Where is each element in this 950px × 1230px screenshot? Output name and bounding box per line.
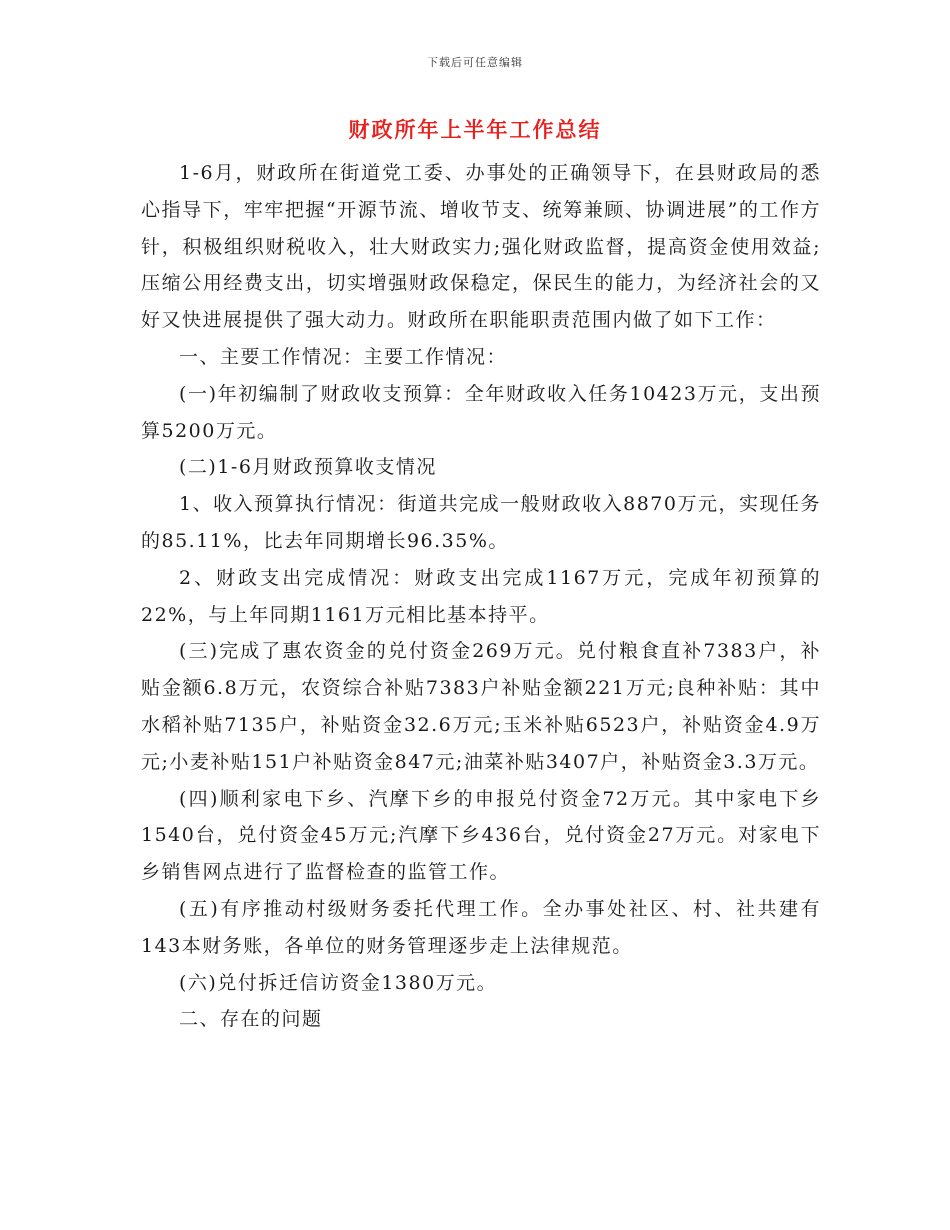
section-heading-problems: 二、存在的问题	[179, 1008, 323, 1031]
relocation-fund-paragraph: (六)兑付拆迁信访资金1380万元。	[179, 971, 498, 994]
section-heading-main-work: 一、主要工作情况：主要工作情况：	[179, 345, 508, 368]
appliance-subsidy-paragraph: (四)顺利家电下乡、汽摩下乡的申报兑付资金72万元。其中家电下乡1540台，兑付资金45万元;汽摩下乡436台，兑付资金27万元。对家电下乡销售网点进行了监督检查的监管工作。	[141, 787, 821, 884]
header-note: 下载后可任意编辑	[427, 56, 523, 69]
agri-subsidy-paragraph: (三)完成了惠农资金的兑付资金269万元。兑付粮食直补7383户，补贴金额6.8万元，农资综合补贴7383户补贴金额221万元;良种补贴：其中水稻补贴7135户，补贴资金32.6万元;玉米补贴6523户，补贴资金4.9万元;小麦补贴151户补贴资金847元;油菜补贴3407户，补贴资金3.3万元。	[141, 640, 821, 773]
expenditure-paragraph: 2、财政支出完成情况：财政支出完成1167万元，完成年初预算的22%，与上年同期1161万元相比基本持平。	[141, 566, 821, 626]
document-body	[141, 155, 821, 1038]
revenue-paragraph: 1、收入预算执行情况：街道共完成一般财政收入8870万元，实现任务的85.11%，比去年同期增长96.35%。	[141, 493, 821, 552]
document-title: 财政所年上半年工作总结	[348, 117, 602, 142]
subheading-budget-execution: (二)1-6月财政预算收支情况	[179, 456, 437, 479]
village-finance-paragraph: (五)有序推动村级财务委托代理工作。全办事处社区、村、社共建有143本财务账，各单位的财务管理逐步走上法律规范。	[141, 897, 821, 957]
budget-paragraph: (一)年初编制了财政收支预算：全年财政收入任务10423万元，支出预算5200万元。	[141, 382, 821, 442]
intro-paragraph: 1-6月，财政所在街道党工委、办事处的正确领导下，在县财政局的悉心指导下，牢牢把握“开源节流、增收节支、统筹兼顾、协调进展”的工作方针，积极组织财税收入，壮大财政实力;强化财政监督，提高资金使用效益;压缩公用经费支出，切实增强财政保稳定，保民生的能力，为经济社会的又好又快进展提供了强大动力。财政所在职能职责范围内做了如下工作：	[141, 162, 821, 332]
